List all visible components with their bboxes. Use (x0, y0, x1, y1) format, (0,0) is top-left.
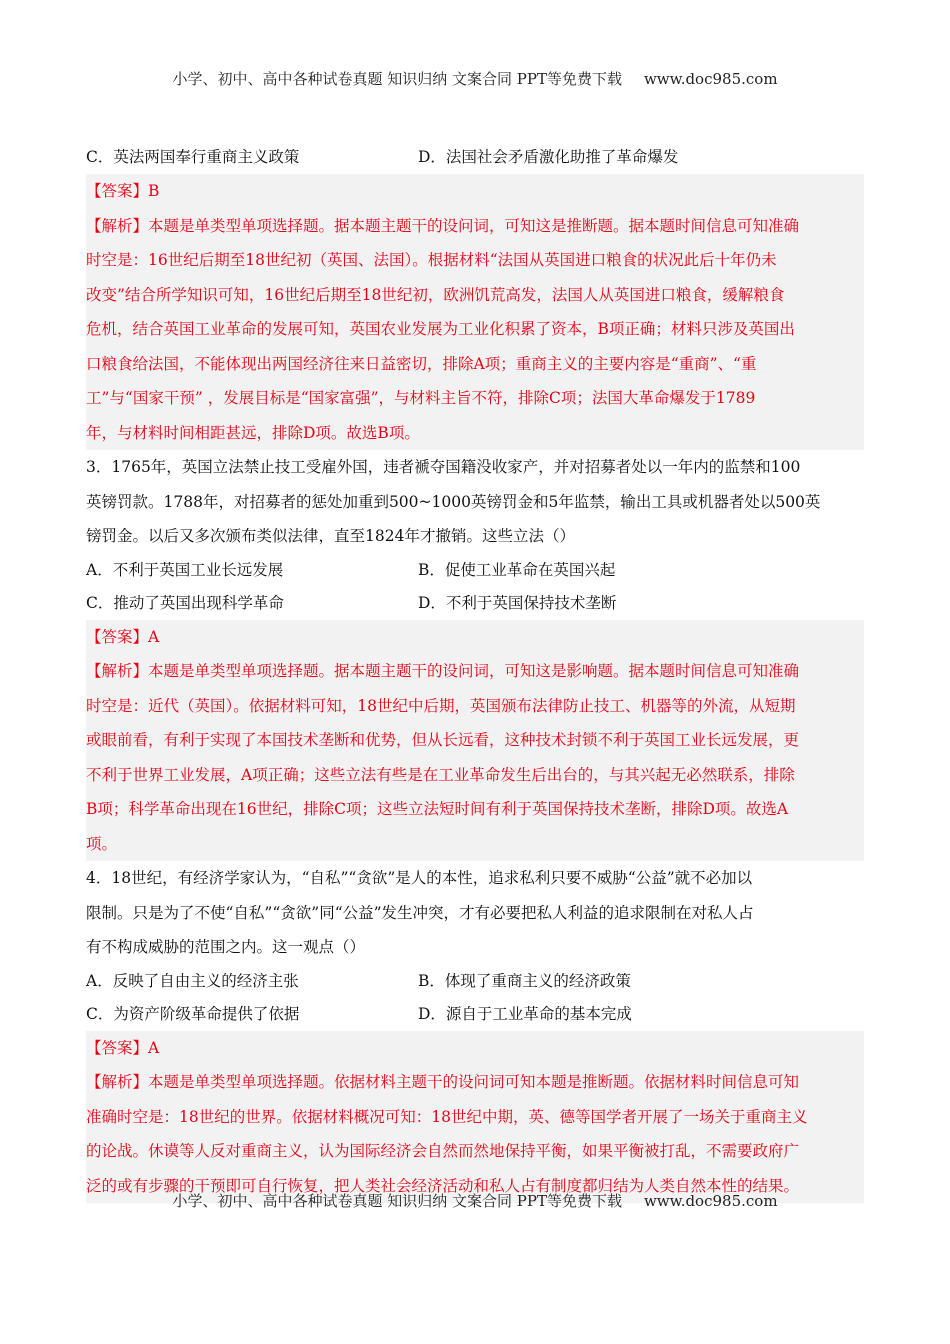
q2-answer: 【答案】B (86, 182, 160, 200)
footer-text: 小学、初中、高中各种试卷真题 知识归纳 文案合同 PPT等免费下载 (172, 1192, 622, 1210)
q4-option-a: A．反映了自由主义的经济主张 (86, 971, 299, 990)
q4-option-d: D．源自于工业革命的基本完成 (418, 1004, 632, 1023)
q2-option-d: D．法国社会矛盾激化助推了革命爆发 (418, 148, 679, 166)
q3-analysis-line: 不利于世界工业发展，A项正确；这些立法有些是在工业革命发生后出台的，与其兴起无必然联系，排除 (86, 765, 795, 784)
q3-options-row (86, 554, 864, 587)
q2-option-c: C．英法两国奉行重商主义政策 (86, 148, 300, 166)
q4-analysis-line: 【解析】本题是单类型单项选择题。依据材料主题干的设问词可知本题是推断题。依据材料时间信息可知 (86, 1073, 800, 1091)
q2-analysis-line: 工”与“国家干预” ，发展目标是“国家富强”，与材料主旨不符，排除C项；法国大革命爆发于1789 (86, 389, 756, 407)
q4-options-row (86, 965, 864, 998)
q3-option-a: A．不利于英国工业长远发展 (86, 560, 284, 579)
q4-analysis-line: 的论战。休谟等人反对重商主义，认为国际经济会自然而然地保持平衡，如果平衡被打乱，不需要政府广 (86, 1142, 800, 1160)
q3-option-c: C．推动了英国出现科学革命 (86, 593, 284, 612)
q2-answer-box (86, 174, 864, 450)
q4-option-c: C．为资产阶级革命提供了依据 (86, 1004, 300, 1023)
q3-stem-line: 3．1765年，英国立法禁止技工受雇外国，违者褫夺国籍没收家产，并对招募者处以一年内的监禁和100 (86, 458, 801, 476)
q3-analysis-line: 时空是：近代（英国）。依据材料可知，18世纪中后期，英国颁布法律防止技工、机器等的外流，从短期 (86, 696, 796, 715)
q2-options-row (86, 141, 864, 174)
page-header (0, 68, 950, 89)
q4-answer: 【答案】A (86, 1038, 160, 1057)
q2-analysis-line: 年，与材料时间相距甚远，排除D项。故选B项。 (86, 423, 420, 442)
q3-analysis-line: 项。 (86, 834, 118, 853)
q3-stem-line: 镑罚金。以后又多次颁布类似法律，直至1824年才撤销。这些立法（） (86, 527, 575, 545)
header-url[interactable]: www.doc985.com (643, 70, 778, 88)
q2-analysis-line: 危机，结合英国工业革命的发展可知，英国农业发展为工业化积累了资本，B项正确；材料只涉及英国出 (86, 320, 795, 338)
q4-stem-line: 4．18世纪，有经济学家认为，“自私”“贪欲”是人的本性，追求私利只要不威胁“公益”就不必加以 (86, 869, 753, 887)
q4-analysis-line: 泛的或有步骤的干预即可自行恢复，把人类社会经济活动和私人占有制度都归结为人类自然本性的结果。 (86, 1176, 800, 1195)
q3-option-b: B．促使工业革命在英国兴起 (418, 560, 616, 579)
document-body (86, 141, 864, 1203)
q3-stem-line: 英镑罚款。1788年，对招募者的惩处加重到500~1000英镑罚金和5年监禁，输出工具或机器者处以500英 (86, 492, 821, 511)
q4-analysis-line: 准确时空是：18世纪的世界。依据材料概况可知：18世纪中期，英、德等国学者开展了一场关于重商主义 (86, 1107, 808, 1126)
q3-option-d: D．不利于英国保持技术垄断 (418, 593, 617, 612)
q4-option-b: B．体现了重商主义的经济政策 (418, 971, 631, 990)
q2-analysis-line: 口粮食给法国，不能体现出两国经济往来日益密切，排除A项；重商主义的主要内容是“重商”、“重 (86, 354, 757, 373)
q3-analysis-line: 或眼前看，有利于实现了本国技术垄断和优势，但从长远看，这种技术封锁不利于英国工业长远发展，更 (86, 731, 800, 749)
header-text: 小学、初中、高中各种试卷真题 知识归纳 文案合同 PPT等免费下载 (172, 70, 622, 88)
q3-analysis-line: B项；科学革命出现在16世纪，排除C项；这些立法短时间有利于英国保持技术垄断，排除D项。故选A (86, 800, 789, 818)
q2-analysis-line: 时空是：16世纪后期至18世纪初（英国、法国）。根据材料“法国从英国进口粮食的状况此后十年仍未 (86, 251, 777, 269)
q3-answer: 【答案】A (86, 627, 160, 646)
q2-analysis-line: 【解析】本题是单类型单项选择题。据本题主题干的设问词，可知这是推断题。据本题时间信息可知准确 (86, 216, 800, 235)
q3-answer-box (86, 620, 864, 862)
footer-url[interactable]: www.doc985.com (643, 1192, 778, 1210)
q3-analysis-line: 【解析】本题是单类型单项选择题。据本题主题干的设问词，可知这是影响题。据本题时间信息可知准确 (86, 662, 800, 680)
q2-analysis-line: 改变”结合所学知识可知，16世纪后期至18世纪初，欧洲饥荒高发，法国人从英国进口粮食，缓解粮食 (86, 285, 785, 304)
q4-answer-box (86, 1031, 864, 1204)
q4-options-row (86, 998, 864, 1031)
q4-stem-line: 限制。只是为了不使“自私”“贪欲”同“公益”发生冲突，才有必要把私人利益的追求限制在对私人占 (86, 903, 754, 922)
q3-options-row (86, 587, 864, 620)
q4-stem-line: 有不构成威胁的范围之内。这一观点（） (86, 938, 366, 956)
page-footer (0, 1190, 950, 1211)
